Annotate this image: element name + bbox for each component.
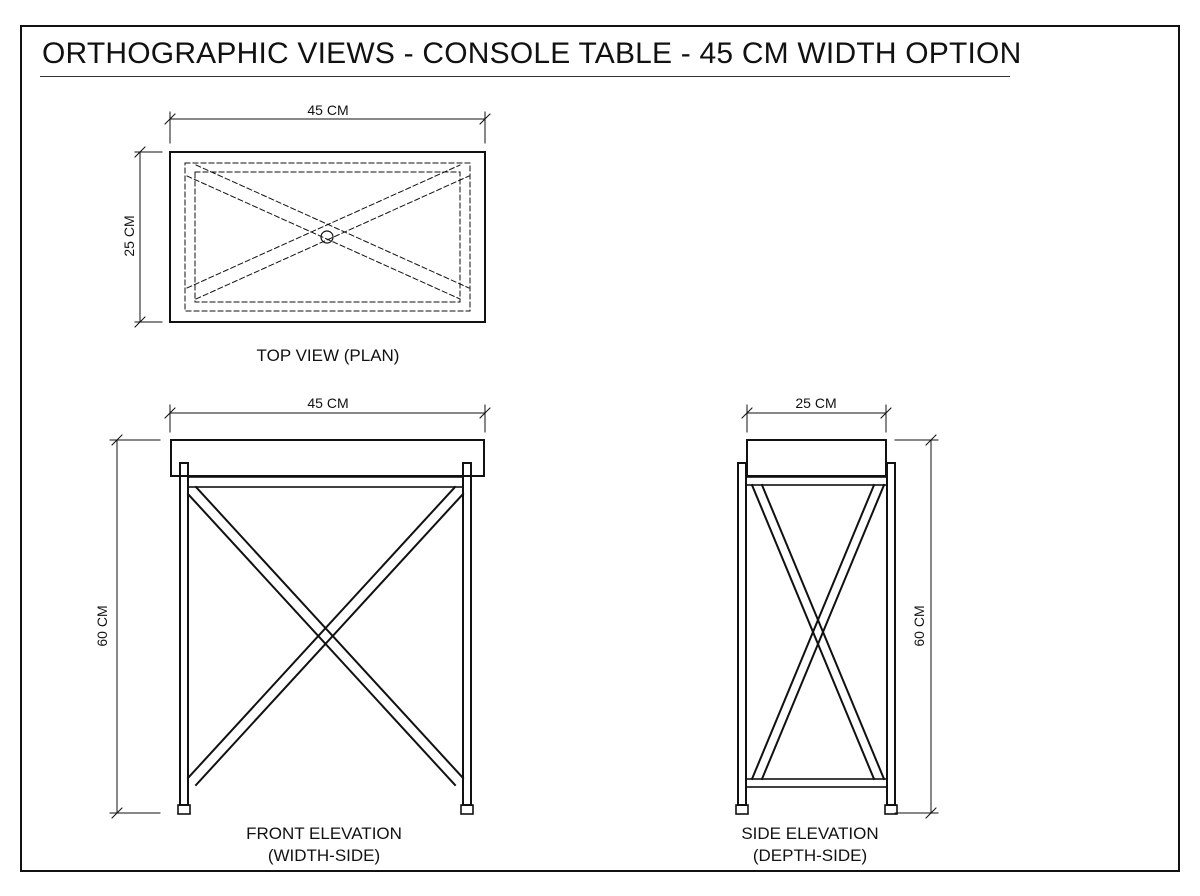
front-width-label: 45 CM — [307, 395, 349, 411]
side-height-label: 60 CM — [911, 605, 927, 647]
front-x-brace — [188, 487, 463, 785]
front-elevation — [110, 405, 490, 818]
front-left-foot — [178, 805, 190, 814]
side-right-leg — [887, 463, 895, 805]
front-right-leg — [463, 463, 471, 805]
side-x-brace — [752, 485, 884, 779]
side-elevation — [736, 405, 938, 818]
front-caption-line1: FRONT ELEVATION — [246, 824, 402, 843]
front-height-dimension — [110, 435, 160, 818]
top-view-caption: TOP VIEW (PLAN) — [256, 346, 400, 365]
front-caption-line2: (WIDTH-SIDE) — [267, 846, 381, 865]
side-width-label: 25 CM — [795, 395, 837, 411]
front-height-label: 60 CM — [94, 605, 110, 647]
top-view-width-label: 45 CM — [307, 102, 349, 118]
side-bottom-rail — [746, 779, 887, 787]
side-left-leg — [738, 463, 746, 805]
tabletop-outline — [170, 152, 485, 322]
front-right-foot — [461, 805, 473, 814]
top-view-depth-label: 25 CM — [121, 215, 137, 257]
side-caption-line2: (DEPTH-SIDE) — [752, 846, 868, 865]
top-view-plan — [135, 112, 490, 327]
hidden-frame-lines — [185, 163, 470, 311]
side-left-foot — [736, 805, 748, 814]
side-tabletop — [747, 440, 886, 476]
front-tabletop — [171, 440, 484, 476]
drawing-title: ORTHOGRAPHIC VIEWS - CONSOLE TABLE - 45 CM WIDTH OPTION — [42, 37, 1022, 70]
front-left-leg — [180, 463, 188, 805]
side-top-rail — [746, 477, 887, 485]
side-caption-line1: SIDE ELEVATION — [741, 824, 879, 843]
front-top-rail — [188, 477, 463, 487]
top-view-depth-dimension — [135, 147, 162, 327]
